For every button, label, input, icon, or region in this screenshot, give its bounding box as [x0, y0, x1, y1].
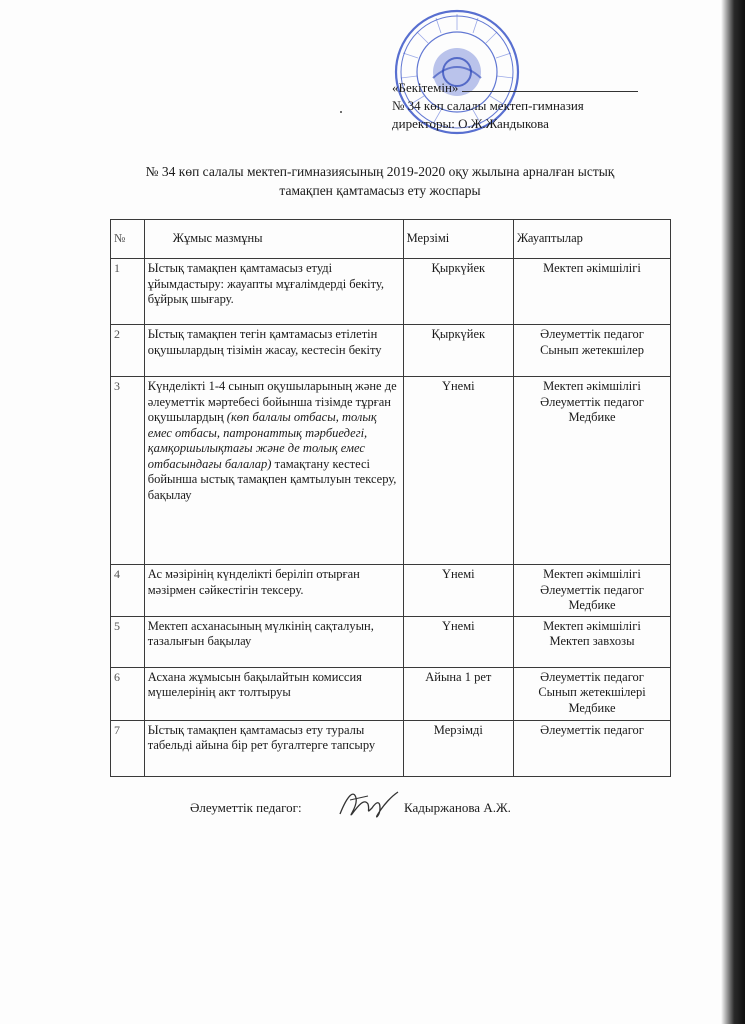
row-content-part: тамақтану кестесі бойынша ыстық тамақпен қамтылуын тексеру, бақылау: [147, 456, 397, 502]
row-content: [144, 377, 403, 565]
row-content-italic: (көп балалы отбасы, толық емес отбасы, патронаттық тәрбиедегі, қамқоршылықтағы және де толық емес отбасындағы балалар): [147, 410, 377, 471]
responsible-item: Мектеп әкімшілігі: [543, 379, 641, 393]
handwritten-signature: [334, 784, 404, 826]
row-content: Ыстық тамақпен қамтамасыз ету туралы табельді айына бір рет бугалтерге тапсыру: [144, 720, 403, 776]
approval-signature-line: [462, 80, 638, 92]
header-number: №: [111, 220, 145, 259]
scan-edge-shadow: [721, 0, 745, 1024]
table-row: [111, 565, 671, 617]
row-number: 7: [111, 720, 145, 776]
row-number: 4: [111, 565, 145, 617]
responsible-item: Мектеп әкімшілігі: [543, 261, 641, 275]
header-content: [144, 220, 403, 259]
responsible-item: Медбике: [568, 598, 616, 612]
approval-school: № 34 көп салалы мектеп-гимназия: [392, 98, 584, 113]
responsible-item: Әлеуметтік педагог: [540, 722, 644, 737]
row-term: Қыркүйек: [403, 325, 513, 377]
row-number: 1: [111, 259, 145, 325]
table-row: [111, 720, 671, 776]
row-content: Асхана жұмысын бақылайтын комиссия мүшелерінің акт толтыруы: [144, 667, 403, 720]
approval-block: [392, 79, 638, 133]
row-term: Айына 1 рет: [403, 667, 513, 720]
plan-table: [110, 219, 671, 777]
row-term: Қыркүйек: [403, 259, 513, 325]
table-row: [111, 259, 671, 325]
row-responsible: [514, 259, 671, 325]
row-responsible: [514, 667, 671, 720]
row-term: Мерзімді: [403, 720, 513, 776]
title-line-1: № 34 көп салалы мектеп-гимназиясының 2019-2020 оқу жылына арналған ыстық: [145, 164, 615, 179]
row-responsible: [514, 565, 671, 617]
table-row: [111, 377, 671, 565]
responsible-item: Әлеуметтік педагог: [540, 669, 644, 684]
row-responsible: [514, 377, 671, 565]
signature-name: Кадыржанова А.Ж.: [404, 800, 511, 815]
responsible-item: Сынып жетекшілері: [538, 685, 646, 699]
responsible-item: Сынып жетекшілер: [540, 342, 644, 357]
table-row: [111, 616, 671, 667]
title-line-2: тамақпен қамтамасыз ету жоспары: [279, 183, 481, 198]
row-content: Ас мәзірінің күнделікті берiлiп отырған мәзірмен сәйкестігін тексеру.: [144, 565, 403, 617]
row-responsible: [514, 720, 671, 776]
header-responsible: Жауаптылар: [514, 220, 671, 259]
responsible-item: Әлеуметтік педагог: [540, 582, 644, 597]
row-number: 2: [111, 325, 145, 377]
row-content: Ыстық тамақпен қамтамасыз етуді ұйымдастыру: жауапты мұғалімдерді бекіту, бұйрық шығару.: [144, 259, 403, 325]
row-term: Үнемі: [403, 377, 513, 565]
row-content: Ыстық тамақпен тегін қамтамасыз етілетін оқушылардың тізімін жасау, кестесін бекіту: [144, 325, 403, 377]
table-row: [111, 325, 671, 377]
row-content: Мектеп асханасының мүлкінің сақталуын, тазалығын бақылау: [144, 616, 403, 667]
header-content-label: Жұмыс мазмұны: [172, 231, 263, 246]
signature-role: Әлеуметтік педагог:: [190, 800, 302, 815]
responsible-item: Мектеп әкімшілігі: [543, 618, 641, 633]
table-header-row: [111, 220, 671, 259]
document-title: [100, 162, 660, 200]
approval-director: директоры: О.Ж.Жандыкова: [392, 116, 549, 131]
header-term: Мерзімі: [403, 220, 513, 259]
responsible-item: Әлеуметтік педагог: [540, 394, 644, 409]
approval-title: «Бекітемін»: [392, 80, 459, 95]
row-number: 3: [111, 377, 145, 565]
responsible-item: Мектеп әкімшілігі: [543, 567, 641, 581]
row-content-part: Күнделікті 1-4 сынып оқушыларының және де әлеуметтік мәртебесі бойынша тізімде тұрған оқушылардың: [147, 379, 397, 424]
scan-dot: [340, 111, 342, 113]
responsible-item: Әлеуметтік педагог: [540, 327, 644, 341]
row-term: Үнемі: [403, 616, 513, 667]
row-term: Үнемі: [403, 565, 513, 617]
responsible-item: Медбике: [568, 410, 616, 424]
row-number: 6: [111, 667, 145, 720]
row-responsible: [514, 325, 671, 377]
responsible-item: Мектеп завхозы: [549, 634, 635, 648]
row-responsible: [514, 616, 671, 667]
row-number: 5: [111, 616, 145, 667]
responsible-item: Медбике: [568, 700, 616, 715]
table-row: [111, 667, 671, 720]
